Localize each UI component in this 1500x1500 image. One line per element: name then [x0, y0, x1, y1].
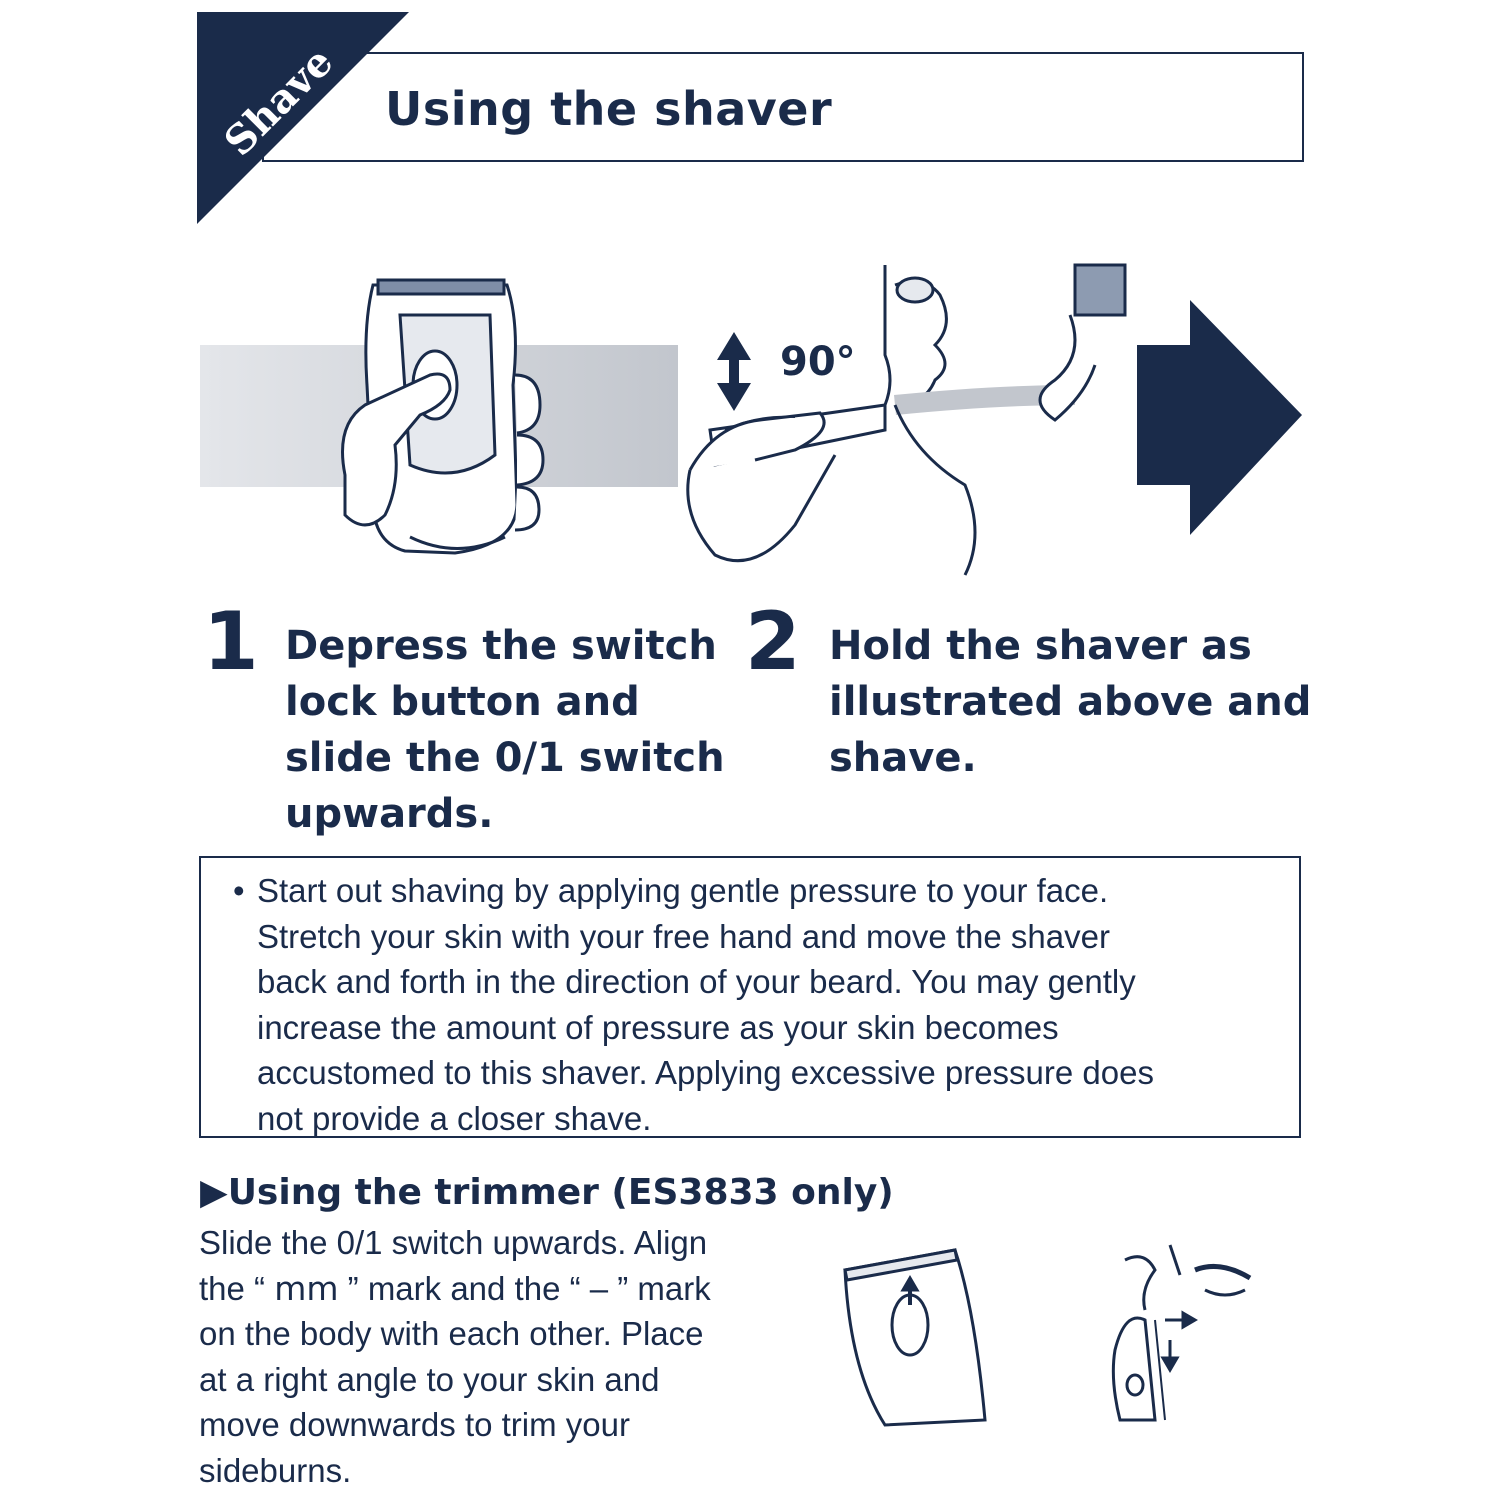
note-line: accustomed to this shaver. Applying excessive pressure does [257, 1054, 1154, 1091]
step-2-text [829, 618, 1311, 786]
page-title: Using the shaver [385, 82, 833, 136]
trimmer-line: move downwards to trim your [199, 1406, 630, 1443]
step-1-line: slide the 0/1 switch [285, 735, 725, 781]
note-line: Stretch your skin with your free hand and move the shaver [257, 917, 1110, 955]
trimmer-shaver-drawing [845, 1250, 985, 1425]
step-2-line: illustrated above and [829, 679, 1312, 725]
note-line: Start out shaving by applying gentle pressure to your face. [257, 872, 1109, 909]
trimmer-heading [200, 1172, 894, 1213]
step-2-number: 2 [745, 595, 801, 688]
step-2-line: Hold the shaver as [829, 623, 1252, 669]
face-shaving-drawing [688, 265, 1125, 575]
note-line: not provide a closer shave. [257, 1099, 652, 1137]
step-1-line: Depress the switch [285, 623, 717, 669]
step-1-line: lock button and [285, 679, 640, 725]
trimmer-line: the “ ⅿⅿ ” mark and the “ – ” mark [199, 1269, 711, 1307]
note-line: back and forth in the direction of your beard. You may gently [257, 963, 1136, 1000]
note-line: increase the amount of pressure as your skin becomes [257, 1008, 1059, 1046]
section-tab-label: Shave [215, 38, 343, 166]
next-arrow [1137, 300, 1302, 535]
angle-arrow [717, 332, 751, 411]
step-1-number: 1 [203, 595, 259, 688]
trimmer-line: sideburns. [199, 1451, 352, 1489]
shaver-in-hand-drawing [343, 280, 544, 553]
step-1-text [285, 618, 725, 842]
trimmer-heading-text: Using the trimmer (ES3833 only) [227, 1172, 894, 1213]
step-1-line: upwards. [285, 791, 494, 837]
trimmer-illustration [825, 1230, 1275, 1430]
play-triangle-icon: ▶ [200, 1172, 228, 1213]
angle-label: 90° [780, 339, 856, 385]
usage-illustration [195, 255, 1305, 585]
note-bullet: • [233, 872, 245, 909]
trimmer-line: Slide the 0/1 switch upwards. Align [199, 1224, 708, 1261]
sideburn-trim-drawing [1113, 1245, 1250, 1420]
trimmer-instructions [199, 1220, 799, 1493]
trimmer-line: at a right angle to your skin and [199, 1360, 660, 1398]
step-2-line: shave. [829, 735, 977, 781]
trimmer-line: on the body with each other. Place [199, 1315, 704, 1352]
